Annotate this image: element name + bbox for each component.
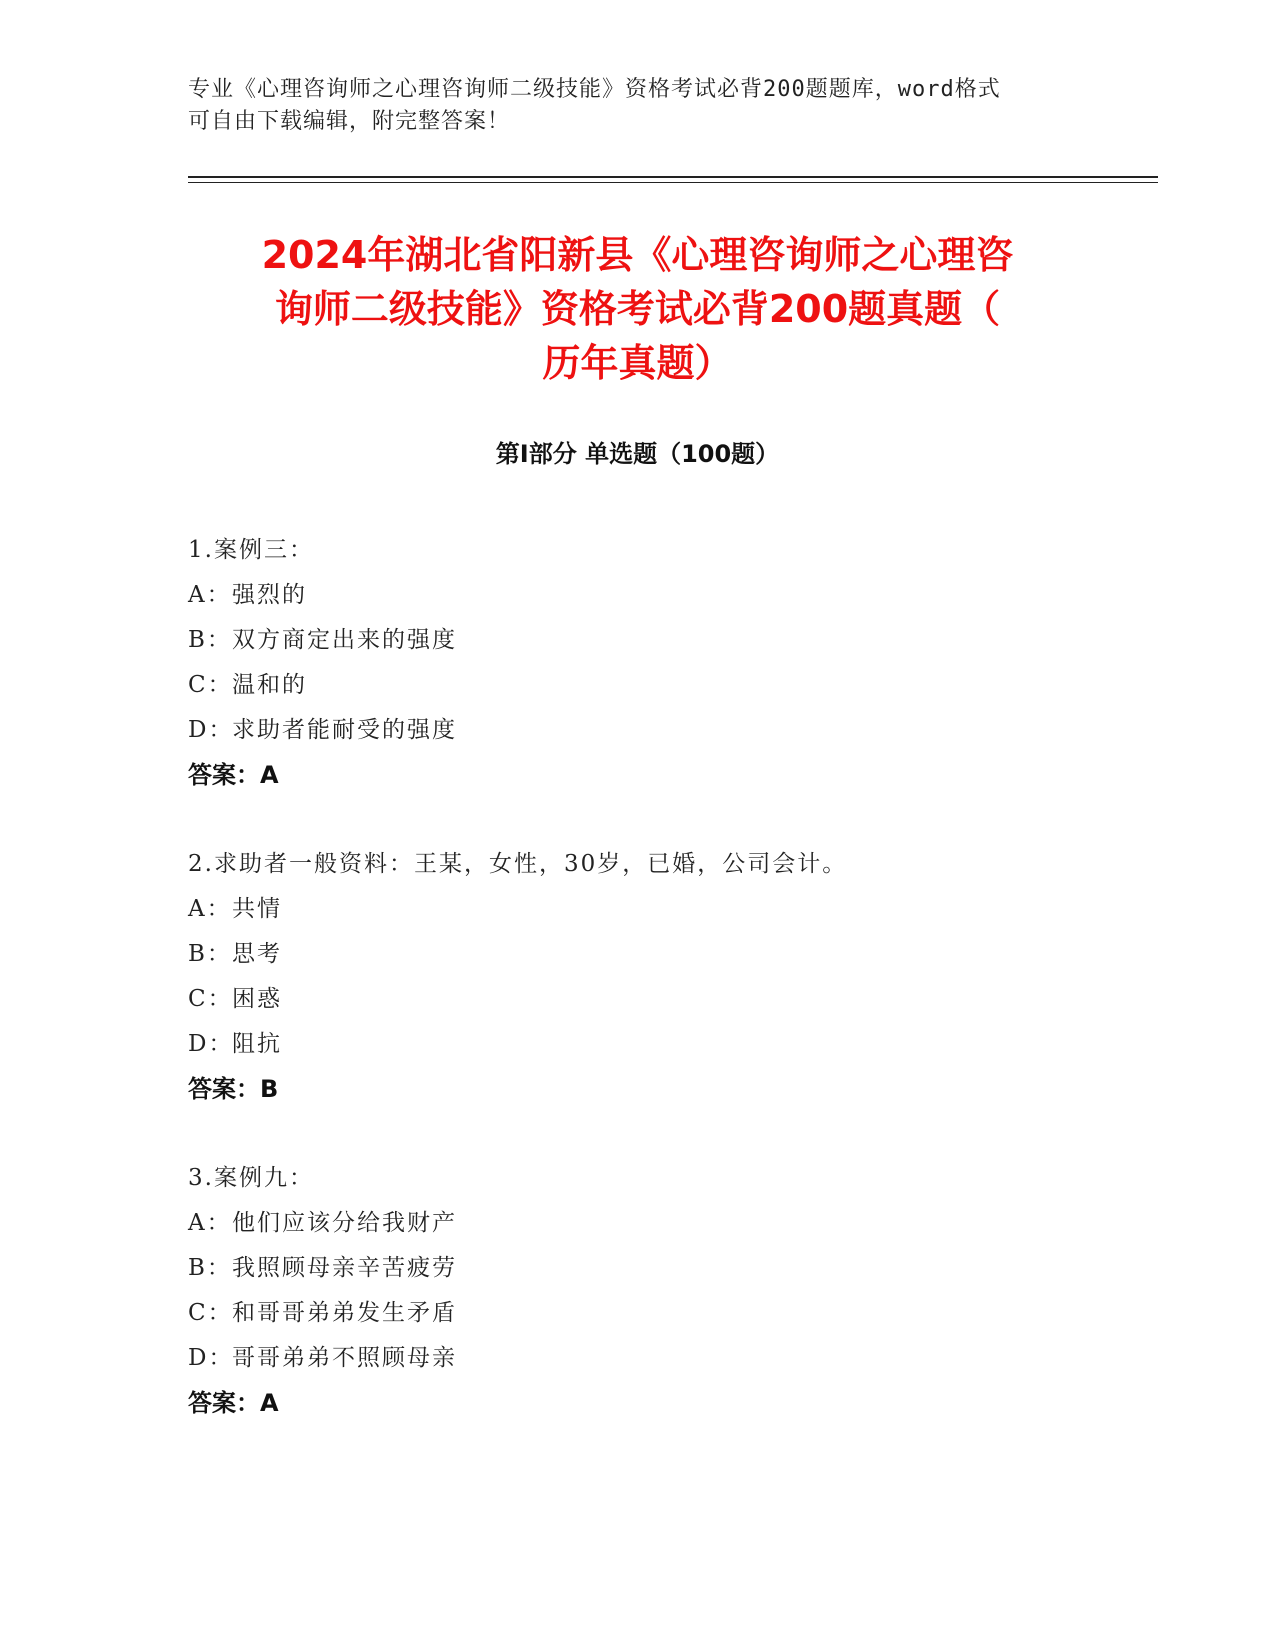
option-d <box>188 1022 1148 1067</box>
option-key: D： <box>188 1345 234 1371</box>
option-key: C： <box>188 986 233 1012</box>
option-key: D： <box>188 1031 234 1057</box>
option-b <box>188 618 1148 663</box>
question-item <box>188 1156 1148 1426</box>
option-text: 思考 <box>232 941 282 967</box>
option-key: C： <box>188 672 233 698</box>
option-b <box>188 1246 1148 1291</box>
document-title-line-2: 询师二级技能》资格考试必背200题真题（ <box>274 287 1001 331</box>
header-divider-thin <box>188 182 1158 183</box>
option-key: B： <box>188 941 232 967</box>
header-note-line-1: 专业《心理咨询师之心理咨询师二级技能》资格考试必背200题题库，word格式 <box>188 77 1001 102</box>
header-note <box>188 74 1088 138</box>
option-text: 和哥哥弟弟发生矛盾 <box>232 1300 457 1326</box>
option-text: 我照顾母亲辛苦疲劳 <box>232 1255 457 1281</box>
option-a <box>188 887 1148 932</box>
document-title-line-1: 2024年湖北省阳新县《心理咨询师之心理咨 <box>261 233 1014 277</box>
option-key: B： <box>188 1255 232 1281</box>
option-text: 阻抗 <box>232 1031 282 1057</box>
option-text: 求助者能耐受的强度 <box>232 717 457 743</box>
option-d <box>188 708 1148 753</box>
question-stem: 2.求助者一般资料：王某，女性，30岁，已婚，公司会计。 <box>188 851 848 877</box>
question-item <box>188 528 1148 798</box>
question-item <box>188 842 1148 1112</box>
option-text: 共情 <box>232 896 282 922</box>
answer-line: 答案：B <box>188 1075 279 1103</box>
document-title <box>160 228 1115 390</box>
question-stem: 3.案例九： <box>188 1165 314 1191</box>
option-c <box>188 977 1148 1022</box>
option-key: A： <box>188 582 232 608</box>
option-c <box>188 1291 1148 1336</box>
answer-line: 答案：A <box>188 761 279 789</box>
option-c <box>188 663 1148 708</box>
section-title: 第Ⅰ部分 单选题（100题） <box>495 440 780 468</box>
option-d <box>188 1336 1148 1381</box>
option-text: 哥哥弟弟不照顾母亲 <box>232 1345 457 1371</box>
question-stem: 1.案例三： <box>188 537 314 563</box>
question-list <box>188 528 1148 1470</box>
answer-line: 答案：A <box>188 1389 279 1417</box>
document-title-line-3: 历年真题） <box>542 341 733 385</box>
option-key: D： <box>188 717 234 743</box>
option-b <box>188 932 1148 977</box>
option-a <box>188 1201 1148 1246</box>
option-text: 双方商定出来的强度 <box>232 627 457 653</box>
option-key: A： <box>188 896 232 922</box>
option-text: 困惑 <box>232 986 282 1012</box>
option-key: A： <box>188 1210 232 1236</box>
option-key: C： <box>188 1300 233 1326</box>
option-key: B： <box>188 627 232 653</box>
option-text: 温和的 <box>232 672 307 698</box>
option-text: 强烈的 <box>232 582 307 608</box>
option-a <box>188 573 1148 618</box>
header-note-line-2: 可自由下载编辑，附完整答案！ <box>188 109 511 134</box>
header-divider-thick <box>188 176 1158 178</box>
option-text: 他们应该分给我财产 <box>232 1210 457 1236</box>
